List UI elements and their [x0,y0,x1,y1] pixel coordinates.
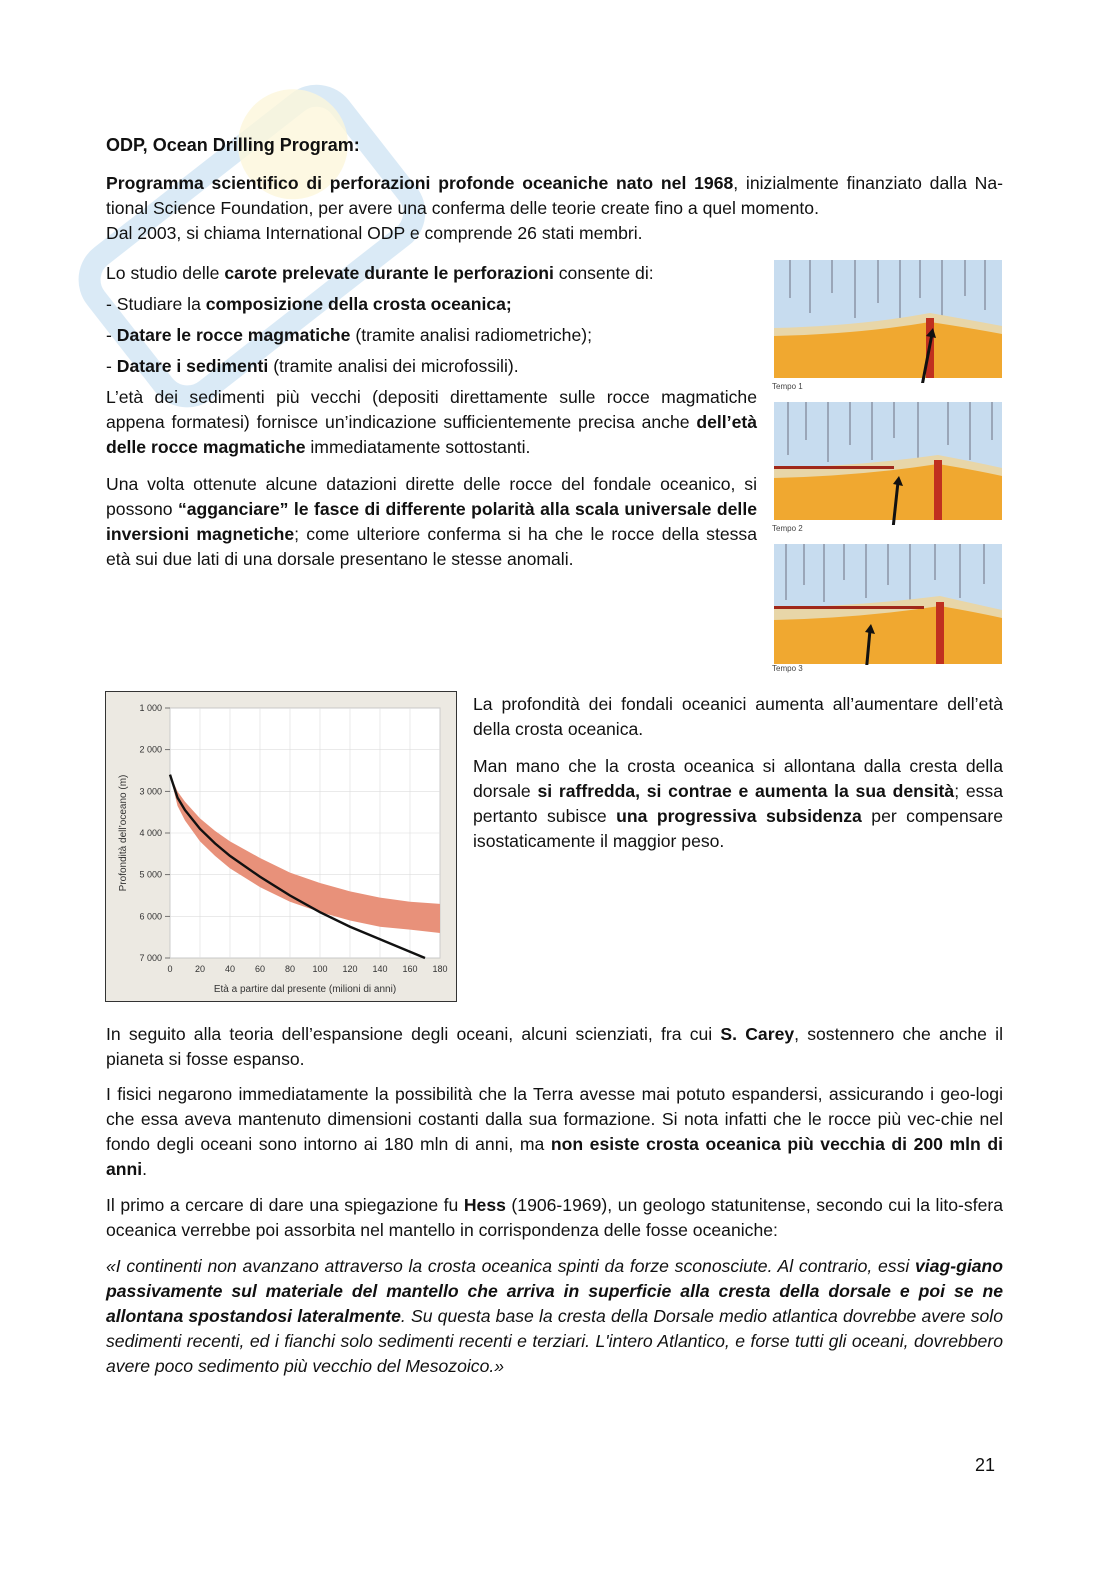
y-tick-label: 6 000 [139,911,162,922]
panel-label-1: Tempo 1 [772,382,803,391]
hess-quote [106,1254,1003,1379]
y-tick-label: 1 000 [139,703,162,713]
text-run: per compensare isostaticamente il maggior peso. [473,806,1003,851]
spreading-diagram-2 [770,400,1004,525]
x-tick-label: 180 [432,964,448,974]
x-tick-label: 60 [254,964,266,974]
text-run: , sostennero che anche il pianeta si fosse espanso. [106,1024,1003,1069]
paragraph-subsidence [473,754,1003,854]
y-tick-label: 3 000 [139,786,162,797]
text-run: Il primo a cercare di dare una spiegazione fu [106,1195,464,1215]
spreading-diagram-3 [770,540,1004,665]
x-tick-label: 80 [284,964,296,974]
text-run: . Su questa base la cresta della Dorsale medio atlantica dovrebbe avere solo sedimenti recenti, ed i fianchi solo sedimenti recenti e terziari. L'intero Atlantico, e forse tutti gli oceani, dovrebbero avere poco sedimento più vecchio del Mesozoico.» [106,1306,1003,1376]
list-item [106,289,761,320]
spreading-diagram-1 [770,258,1004,383]
text-run: ; come ulteriore conferma si ha che le rocce della stessa età sui due lati di una dorsale presentano le stesse anomali. [106,524,758,569]
x-tick-label: 140 [372,964,388,974]
spreading-panel-3 [770,540,1004,673]
text-run-bold: Datare le rocce magmatiche [116,325,351,345]
text-run: L’età dei sedimenti più vecchi (depositi direttamente sulle rocce magmatiche appena formatesi) fornisce un’indicazione sufficientemente precisa anche [106,387,757,432]
text-run-bold: una progressiva subsidenza [616,806,862,826]
x-tick-label: 40 [224,964,236,974]
spreading-panel-2 [770,400,1004,533]
x-tick-label: 160 [402,964,418,974]
y-axis-label: Profondità dell’oceano (m) [118,774,129,892]
text-run-bold: Hess [463,1195,506,1215]
x-tick-label: 0 [167,964,173,974]
text-run: I fisici negarono immediatamente la possibilità che la Terra avesse mai potuto espandersi, assicurando i geo-logi che essa aveva mantenuto dimensioni costanti dalla sua formazione. Si nota infatti che le rocce più vec-chie nel fondo degli oceani sono intorno ai 180 mln di anni, ma [106,1084,1003,1154]
paragraph-hess [106,1193,1003,1243]
x-tick-label: 100 [312,964,328,974]
page-number: 21 [975,1455,996,1475]
text-run-bold: viag-giano passivamente sul materiale del mantello che arriva in superficie alla cresta della dorsale e poi se ne allontana spostandosi lateralmente [106,1256,1003,1326]
text-run: ; essa pertanto subisce [473,781,1004,826]
odp-intro-line2: tional Science Foundation, per avere una conferma delle teorie create fino a quel momento. [106,198,819,218]
chart-svg [106,692,456,1001]
text-run-bold: composizione della crosta oceanica; [205,294,512,314]
text-run: - [106,325,117,345]
text-run: - [106,356,117,376]
text-run: «I continenti non avanzano attraverso la crosta oceanica spinti da forze sconosciute. Al contrario, essi [106,1256,916,1276]
y-tick-label: 5 000 [139,869,162,880]
y-tick-label: 4 000 [139,828,162,838]
text-run-bold: S. Carey [720,1024,795,1044]
page-heading: ODP, Ocean Drilling Program: [106,135,360,155]
y-tick-label: 2 000 [139,744,162,755]
core-study-intro [106,258,761,289]
text-run: consente di: [553,263,654,283]
text-run: . [142,1159,148,1179]
list-item [106,351,761,382]
paragraph-magnetic-polarity [106,472,757,572]
text-run: Una volta ottenute alcune datazioni dirette delle rocce del fondale oceanico, si possono [106,474,757,519]
paragraph-core-study [106,258,761,382]
text-run: (tramite analisi radiometriche); [350,325,592,345]
text-run: Man mano che la crosta oceanica si allontana dalla cresta della dorsale [473,756,1003,801]
text-run: Lo studio delle [106,263,225,283]
paragraph-carey [106,1022,1003,1072]
panel-label-2: Tempo 2 [772,524,803,533]
text-run-bold: si raffredda, si contrae e aumenta la sua densità [537,781,955,801]
list-item [106,320,761,351]
odp-intro-rest: , inizialmente finanziato dalla Na- [733,173,1003,193]
panel-label-3: Tempo 3 [772,664,803,673]
paragraph-sediment-age [106,385,757,460]
text-run: (tramite analisi dei microfossili). [268,356,519,376]
text-run-bold: Datare i sedimenti [116,356,269,376]
x-axis-label: Età a partire dal presente (milioni di anni) [213,984,397,995]
paragraph-odp-intro [106,171,1003,246]
x-tick-label: 20 [194,964,206,974]
x-tick-label: 120 [342,964,358,974]
text-run: In seguito alla teoria dell’espansione degli oceani, alcuni scienziati, fra cui [106,1024,721,1044]
text-run: immediatamente sottostanti. [305,437,531,457]
depth-age-chart [105,691,457,1002]
text-run-bold: dell’età delle rocce magmatiche [106,412,757,457]
spreading-panel-1 [770,258,1004,391]
text-run-bold: carote prelevate durante le perforazioni [224,263,554,283]
text-run: (1906-1969), un geologo statunitense, secondo cui la lito-sfera oceanica verrebbe poi assorbita nel mantello in corrispondenza delle fosse oceaniche: [106,1195,1003,1240]
odp-intro-line3: Dal 2003, si chiama International ODP e comprende 26 stati membri. [106,223,643,243]
paragraph-depth-age: La profondità dei fondali oceanici aumenta all’aumentare dell’età della crosta oceanica. [473,694,1003,739]
text-run-bold: “agganciare” le fasce di differente polarità alla scala universale delle inversioni magnetiche [106,499,757,544]
text-run-bold: non esiste crosta oceanica più vecchia di 200 mln di anni [106,1134,1003,1179]
paragraph-physicists [106,1082,1003,1182]
text-run: - Studiare la [106,294,206,314]
odp-intro-bold: Programma scientifico di perforazioni profonde oceaniche nato nel 1968 [106,173,734,193]
y-tick-label: 7 000 [139,953,162,963]
